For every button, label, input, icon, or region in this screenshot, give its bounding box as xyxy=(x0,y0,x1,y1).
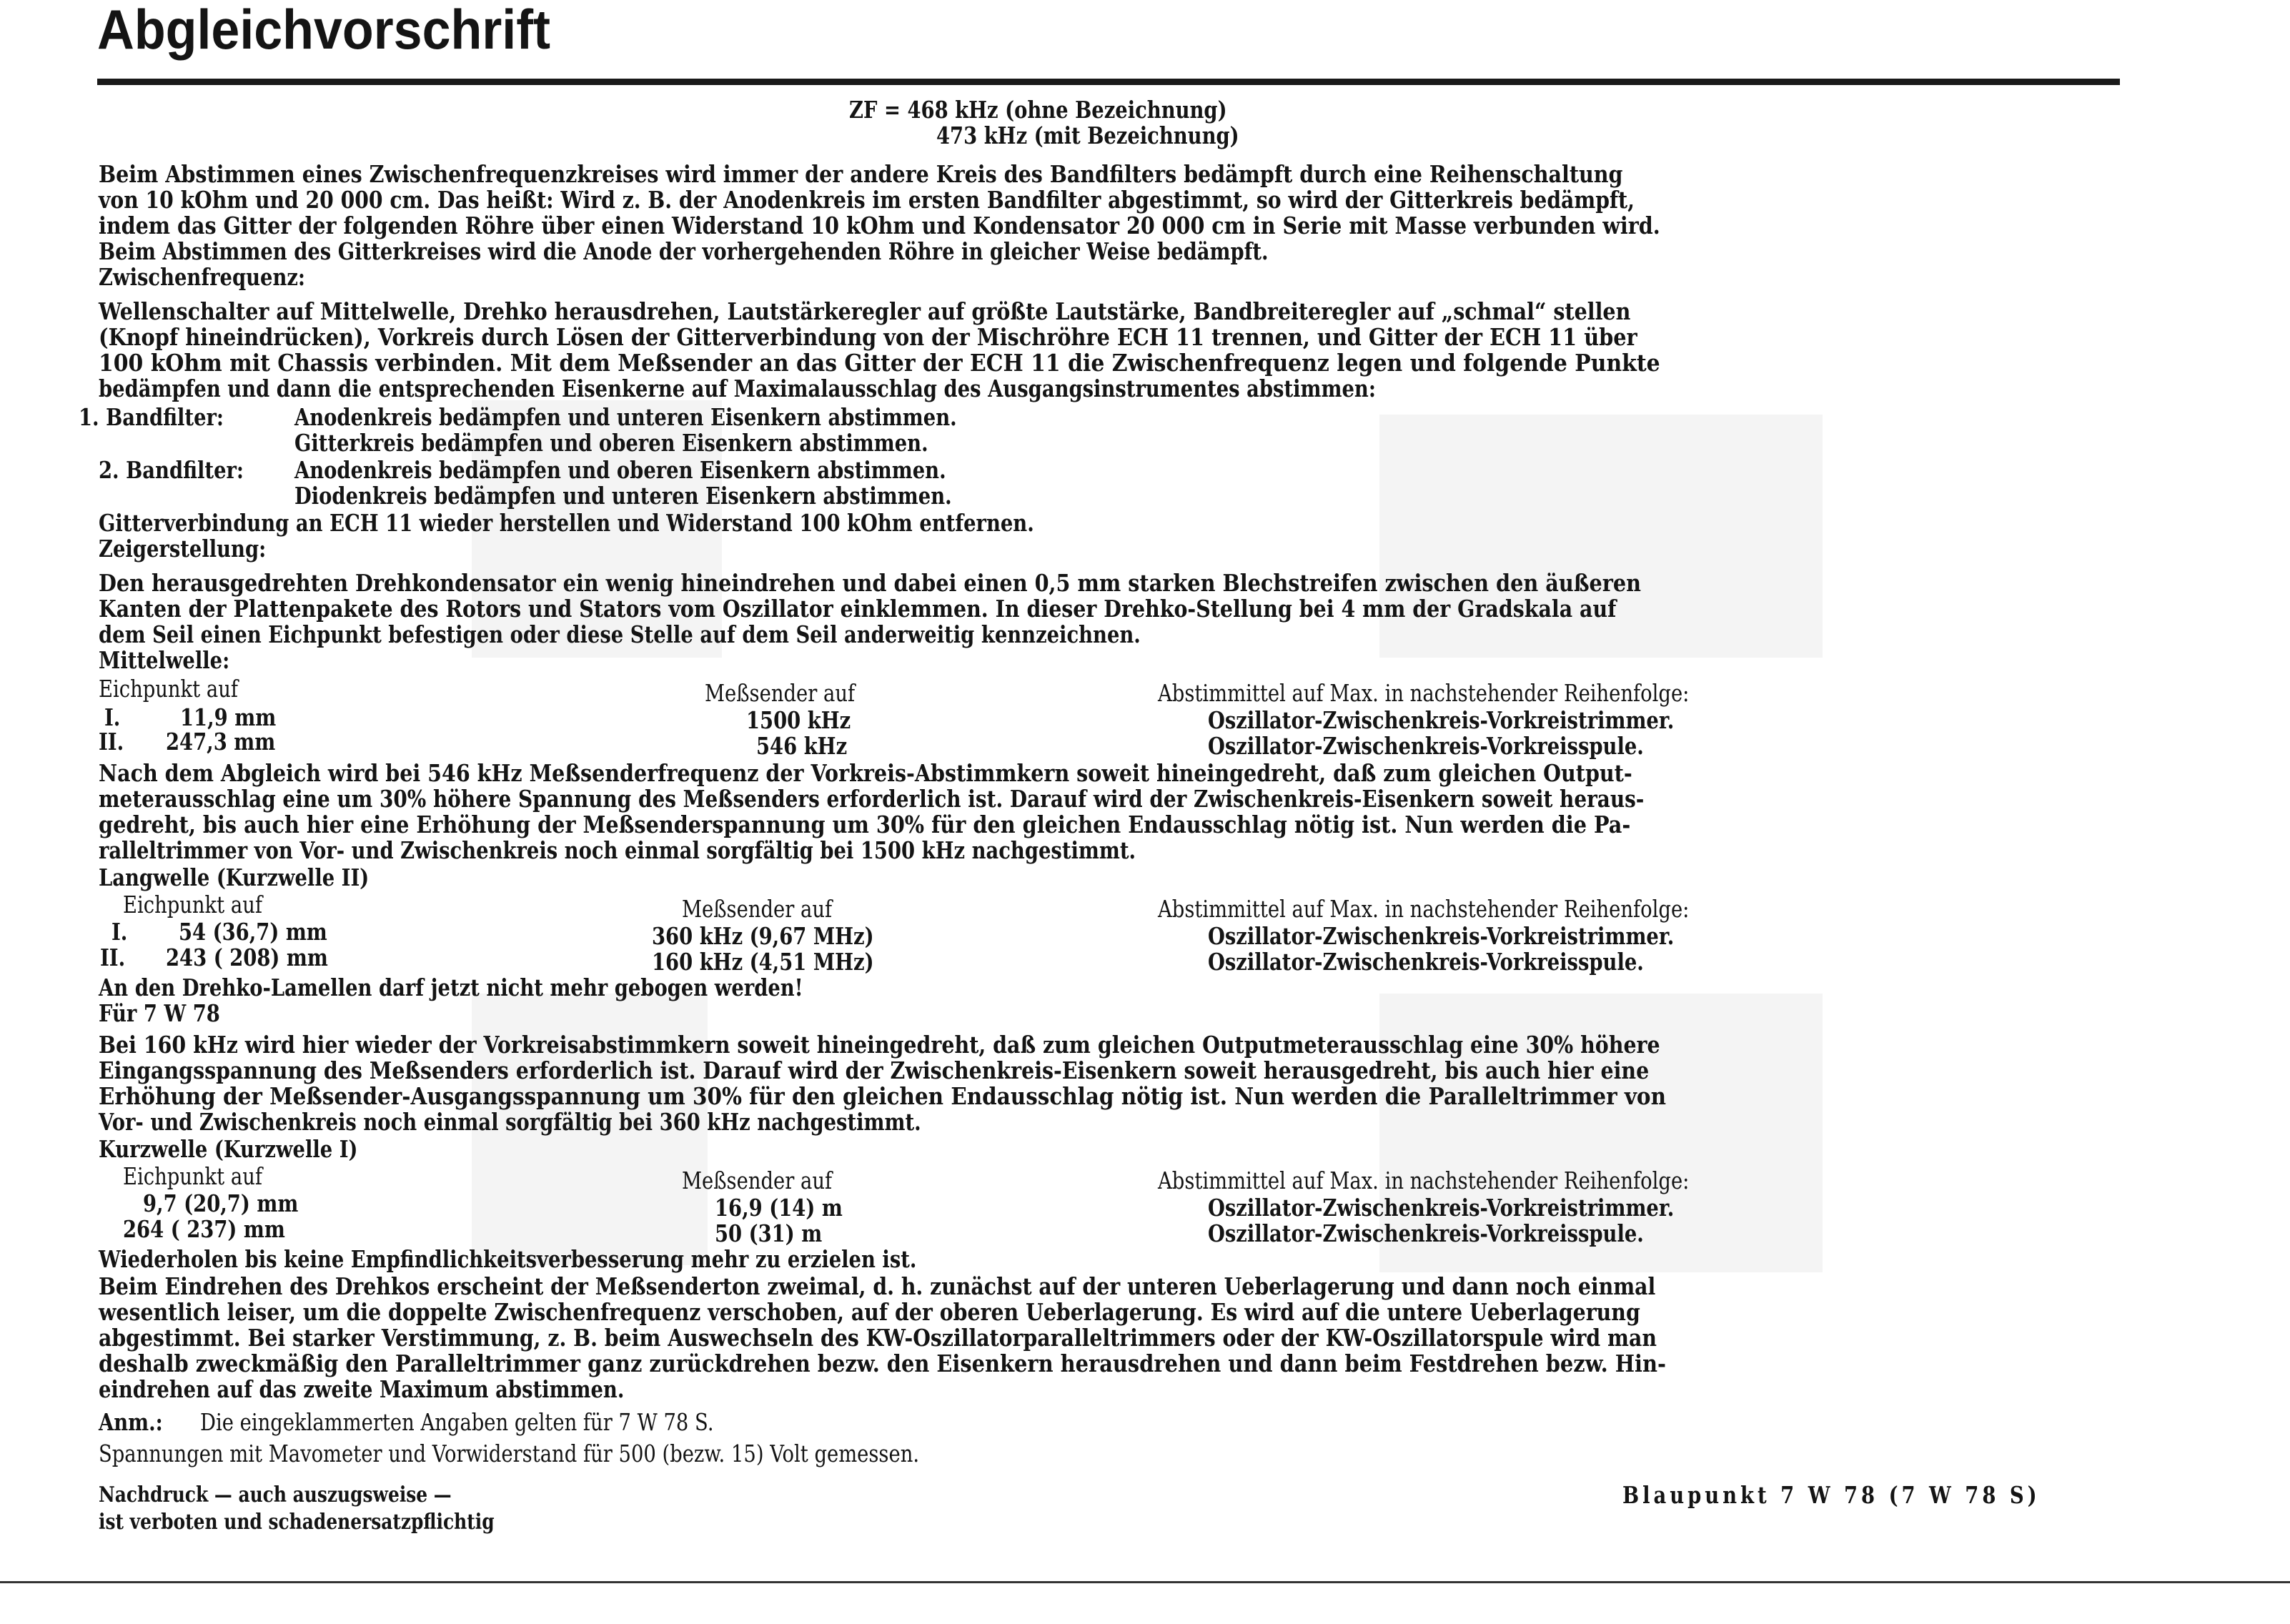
zeiger-text-line: Kanten der Plattenpakete des Rotors und Stators vom Oszillator einklemmen. In dieser Drehko-Stellung bei 4 mm der Gradskala auf xyxy=(99,595,1617,623)
page-title: Abgleichvorschrift xyxy=(97,0,551,61)
row-eichpunkt: 54 (36,7) mm xyxy=(179,918,327,946)
col-header-abstimmittel: Abstimmittel auf Max. in nachstehender Reihenfolge: xyxy=(1158,1167,1690,1194)
zf-text-line: bedämpfen und dann die entsprechenden Eisenkerne auf Maximalausschlag des Ausgangsinstrumentes abstimmen: xyxy=(99,375,1376,402)
intro-line: Beim Abstimmen des Gitterkreises wird die Anode der vorhergehenden Röhre in gleicher Weise bedämpft. xyxy=(99,237,1269,265)
col-header-eichpunkt: Eichpunkt auf xyxy=(123,1162,262,1190)
fuer-text-line: Vor- und Zwischenkreis noch einmal sorgfältig bei 360 kHz nachgestimmt. xyxy=(99,1108,921,1136)
step-text: Anodenkreis bedämpfen und oberen Eisenkern abstimmen. xyxy=(294,456,946,484)
kw-text-line: Beim Eindrehen des Drehkos erscheint der Meßsenderton zweimal, d. h. zunächst auf der unteren Ueberlagerung und dann noch einmal xyxy=(99,1272,1656,1300)
row-eichpunkt: 243 ( 208) mm xyxy=(166,944,328,971)
section-heading-fuer-7w78: Für 7 W 78 xyxy=(99,999,220,1027)
row-abstimmittel: Oszillator-Zwischenkreis-Vorkreistrimmer. xyxy=(1208,706,1675,734)
mw-note-line: meterausschlag eine um 30% höhere Spannung des Meßsenders erforderlich ist. Darauf wird der Zwischenkreis-Eisenkern soweit heraus- xyxy=(99,785,1645,813)
row-abstimmittel: Oszillator-Zwischenkreis-Vorkreistrimmer. xyxy=(1208,922,1675,950)
row-eichpunkt: 11,9 mm xyxy=(180,703,277,731)
kw-text-line: abgestimmt. Bei starker Verstimmung, z. B. beim Auswechseln des KW-Oszillatorparalleltrimmers oder der KW-Oszillatorspule wird man xyxy=(99,1324,1657,1352)
section-heading-mittelwelle: Mittelwelle: xyxy=(99,646,230,674)
zf-text-line: (Knopf hineindrücken), Vorkreis durch Lösen der Gitterverbindung von der Mischröhre ECH 11 trennen, und Gitter der ECH 11 über xyxy=(99,323,1637,351)
section-heading-zwischenfrequenz: Zwischenfrequenz: xyxy=(99,263,306,291)
row-eichpunkt: 264 ( 237) mm xyxy=(123,1215,285,1243)
zeiger-text-line: dem Seil einen Eichpunkt befestigen oder diese Stelle auf dem Seil anderweitig kennzeichnen. xyxy=(99,620,1141,648)
intro-line: Beim Abstimmen eines Zwischenfrequenzkreises wird immer der andere Kreis des Bandfilters bedämpft durch eine Reihenschaltung xyxy=(99,160,1623,188)
row-eichpunkt: 247,3 mm xyxy=(166,728,276,756)
row-index: II. xyxy=(99,728,124,756)
fuer-text-line: Erhöhung der Meßsender-Ausgangsspannung um 30% für den gleichen Endausschlag nötig ist. Nun werden die Paralleltrimmer von xyxy=(99,1082,1666,1110)
zeiger-text-line: Den herausgedrehten Drehkondensator ein wenig hineindrehen und dabei einen 0,5 mm starken Blechstreifen zwischen den äußeren xyxy=(99,569,1642,597)
zf-text-line: 100 kOhm mit Chassis verbinden. Mit dem Meßsender an das Gitter der ECH 11 die Zwischenfrequenz legen und folgende Punkte xyxy=(99,349,1660,377)
lw-note: An den Drehko-Lamellen darf jetzt nicht mehr gebogen werden! xyxy=(99,974,803,1001)
voltage-note: Spannungen mit Mavometer und Vorwiderstand für 500 (bezw. 15) Volt gemessen. xyxy=(99,1440,920,1467)
step-label: 1. Bandfilter: xyxy=(79,403,224,431)
mw-note-line: ralleltrimmer von Vor- und Zwischenkreis noch einmal sorgfältig bei 1500 kHz nachgestimmt. xyxy=(99,836,1136,864)
note-label: Anm.: xyxy=(99,1408,163,1436)
copyright-line: ist verboten und schadenersatzpflichtig xyxy=(99,1510,495,1535)
row-messsender: 50 (31) m xyxy=(715,1219,823,1247)
row-index: II. xyxy=(100,944,126,971)
kw-text-line: deshalb zweckmäßig den Paralleltrimmer ganz zurückdrehen bezw. den Eisenkern herausdrehen und dann beim Festdrehen bezw. Hin- xyxy=(99,1350,1666,1377)
section-heading-zeigerstellung: Zeigerstellung: xyxy=(99,535,267,563)
row-messsender: 1500 kHz xyxy=(746,706,851,734)
col-header-eichpunkt: Eichpunkt auf xyxy=(123,891,262,919)
step-label: 2. Bandfilter: xyxy=(99,456,244,484)
row-abstimmittel: Oszillator-Zwischenkreis-Vorkreisspule. xyxy=(1208,732,1644,760)
mw-note-line: Nach dem Abgleich wird bei 546 kHz Meßsenderfrequenz der Vorkreis-Abstimmkern soweit hineingedreht, daß zum gleichen Output- xyxy=(99,759,1632,787)
col-header-eichpunkt: Eichpunkt auf xyxy=(99,675,238,703)
col-header-abstimmittel: Abstimmittel auf Max. in nachstehender Reihenfolge: xyxy=(1158,679,1690,707)
col-header-abstimmittel: Abstimmittel auf Max. in nachstehender Reihenfolge: xyxy=(1158,895,1690,923)
kw-text-line: wesentlich leiser, um die doppelte Zwischenfrequenz verschoben, auf der oberen Ueberlagerung. Es wird auf die untere Ueberlagerung xyxy=(99,1298,1640,1326)
zf-line-1: ZF = 468 kHz (ohne Bezeichnung) xyxy=(849,96,1227,124)
row-abstimmittel: Oszillator-Zwischenkreis-Vorkreisspule. xyxy=(1208,1219,1644,1247)
row-abstimmittel: Oszillator-Zwischenkreis-Vorkreisspule. xyxy=(1208,948,1644,976)
copyright-line: Nachdruck — auch auszugsweise — xyxy=(99,1482,452,1507)
kw-repeat: Wiederholen bis keine Empfindlichkeitsverbesserung mehr zu erzielen ist. xyxy=(99,1245,917,1273)
row-messsender: 360 kHz (9,67 MHz) xyxy=(652,922,874,950)
step-text: Diodenkreis bedämpfen und unteren Eisenkern abstimmen. xyxy=(294,482,952,510)
zf-text-line: Wellenschalter auf Mittelwelle, Drehko herausdrehen, Lautstärkeregler auf größte Lautstärke, Bandbreiteregler auf „schmal“ stellen xyxy=(99,297,1631,325)
mw-note-line: gedreht, bis auch hier eine Erhöhung der Meßsenderspannung um 30% für den gleichen Endausschlag nötig ist. Nun werden die Pa- xyxy=(99,811,1631,838)
row-index: I. xyxy=(104,703,121,731)
fuer-text-line: Eingangsspannung des Meßsenders erforderlich ist. Darauf wird der Zwischenkreis-Eisenkern soweit herausgedreht, bis auch hier eine xyxy=(99,1056,1650,1084)
step-text: Anodenkreis bedämpfen und unteren Eisenkern abstimmen. xyxy=(294,403,957,431)
zf-line-2: 473 kHz (mit Bezeichnung) xyxy=(936,122,1239,149)
intro-line: von 10 kOhm und 20 000 cm. Das heißt: Wird z. B. der Anodenkreis im ersten Bandfilter abgestimmt, so wird der Gitterkreis bedämpft, xyxy=(99,186,1635,214)
col-header-messsender: Meßsender auf xyxy=(682,1167,833,1194)
fuer-text-line: Bei 160 kHz wird hier wieder der Vorkreisabstimmkern soweit hineingedreht, daß zum gleichen Outputmeterausschlag eine 30% höhere xyxy=(99,1031,1660,1059)
note-text: Die eingeklammerten Angaben gelten für 7 W 78 S. xyxy=(200,1408,714,1436)
section-heading-kurzwelle: Kurzwelle (Kurzwelle I) xyxy=(99,1135,358,1163)
row-index: I. xyxy=(111,918,128,946)
row-messsender: 160 kHz (4,51 MHz) xyxy=(652,948,874,976)
row-eichpunkt: 9,7 (20,7) mm xyxy=(143,1189,299,1217)
row-messsender: 16,9 (14) m xyxy=(715,1194,843,1222)
col-header-messsender: Meßsender auf xyxy=(682,895,833,923)
section-heading-langwelle: Langwelle (Kurzwelle II) xyxy=(99,863,370,891)
kw-text-line: eindrehen auf das zweite Maximum abstimmen. xyxy=(99,1375,625,1403)
bottom-rule xyxy=(0,1581,2290,1583)
model-label: Blaupunkt 7 W 78 (7 W 78 S) xyxy=(1622,1481,2041,1509)
step-text: Gitterkreis bedämpfen und oberen Eisenkern abstimmen. xyxy=(294,429,928,457)
col-header-messsender: Meßsender auf xyxy=(705,679,856,707)
row-abstimmittel: Oszillator-Zwischenkreis-Vorkreistrimmer. xyxy=(1208,1194,1675,1222)
intro-line: indem das Gitter der folgenden Röhre über einen Widerstand 10 kOhm und Kondensator 20 000 cm in Serie mit Masse verbunden wird. xyxy=(99,212,1660,239)
zf-closing: Gitterverbindung an ECH 11 wieder herstellen und Widerstand 100 kOhm entfernen. xyxy=(99,509,1034,537)
row-messsender: 546 kHz xyxy=(756,732,848,760)
title-rule xyxy=(97,79,2120,85)
